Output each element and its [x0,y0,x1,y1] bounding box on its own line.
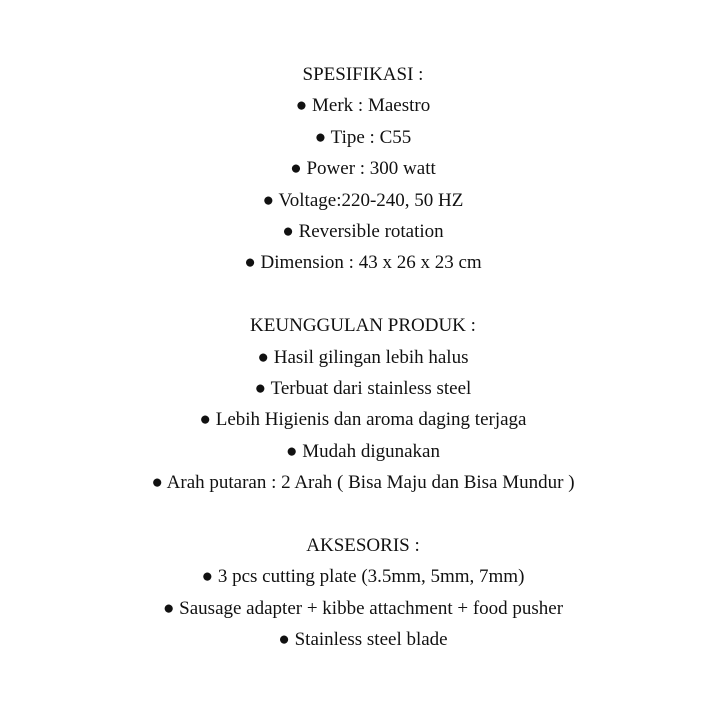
list-item [0,122,726,153]
list-item [0,90,726,121]
bullet-icon: ● [295,95,308,117]
list-item [0,216,726,247]
list-item-text: Sausage adapter + kibbe attachment + food pusher [179,597,564,619]
list-item [0,436,726,467]
list-item-text: Terbuat dari stainless steel [270,378,472,400]
product-description [0,59,726,656]
bullet-icon: ● [257,346,269,368]
list-item-text: Arah putaran : 2 Arah ( Bisa Maju dan Bisa Mundur ) [166,472,575,494]
bullet-icon: ● [286,440,298,462]
accessories-section [0,530,726,656]
list-item-text: Dimension : 43 x 26 x 23 cm [260,252,482,274]
list-item [0,593,726,624]
bullet-icon: ● [201,566,214,588]
list-item-text: Voltage:220-240, 50 HZ [278,189,464,211]
bullet-icon: ● [244,252,256,274]
list-item-text: Tipe : C55 [330,126,412,148]
list-item [0,404,726,435]
bullet-icon: ● [282,221,294,243]
list-item-text: Mudah digunakan [302,440,440,462]
bullet-icon: ● [262,189,275,211]
product-advantages-section [0,310,726,498]
list-item-text: Stainless steel blade [294,629,448,651]
list-item-text: Hasil gilingan lebih halus [273,346,469,368]
bullet-icon: ● [199,409,211,431]
bullet-icon: ● [151,472,163,494]
section-heading: SPESIFIKASI : [302,64,424,85]
bullet-icon: ● [254,378,267,400]
section-heading: AKSESORIS : [306,535,420,557]
bullet-icon: ● [314,126,327,148]
list-item [0,247,726,278]
bullet-icon: ● [278,629,290,651]
list-item [0,342,726,373]
list-item [0,467,726,498]
bullet-icon: ● [290,158,302,180]
list-item [0,373,726,404]
list-item-text: 3 pcs cutting plate (3.5mm, 5mm, 7mm) [217,566,525,588]
list-item [0,561,726,592]
section-heading: KEUNGGULAN PRODUK : [250,315,476,337]
list-item [0,624,726,655]
specifications-section [0,59,726,279]
list-item-text: Reversible rotation [298,221,444,243]
list-item-text: Merk : Maestro [312,95,431,117]
list-item [0,185,726,216]
list-item [0,153,726,184]
list-item-text: Power : 300 watt [306,158,436,180]
bullet-icon: ● [162,597,175,619]
list-item-text: Lebih Higienis dan aroma daging terjaga [215,409,527,431]
